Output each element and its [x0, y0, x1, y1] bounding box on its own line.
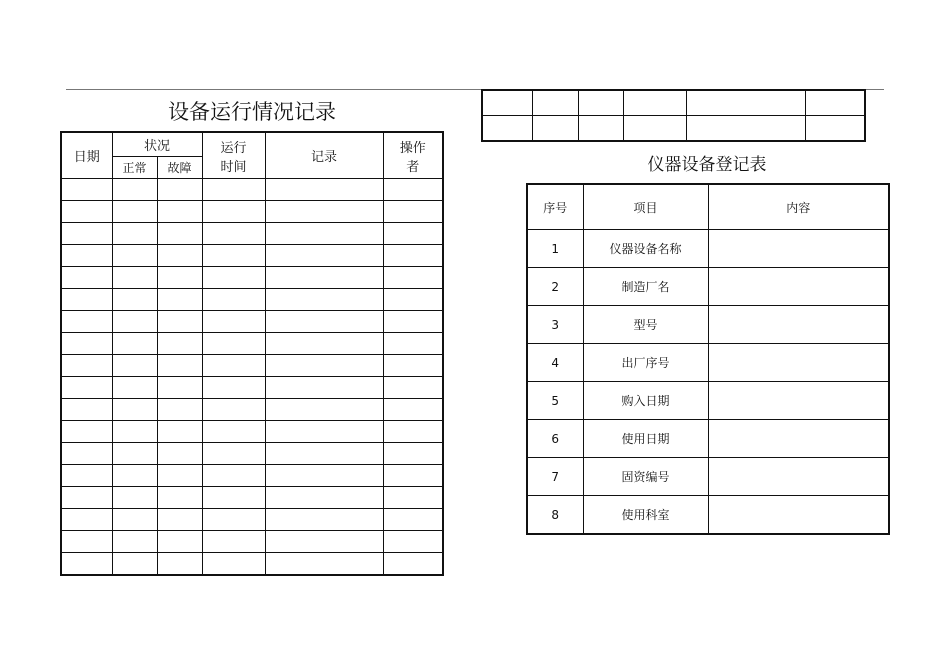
table-cell[interactable]: [265, 531, 383, 553]
row-item: 固资编号: [583, 458, 708, 496]
table-cell[interactable]: [383, 311, 443, 333]
table-row: [527, 344, 889, 382]
table-cell[interactable]: [157, 223, 202, 245]
table-cell[interactable]: [61, 443, 112, 465]
table-row: [482, 116, 865, 142]
table-cell[interactable]: [383, 245, 443, 267]
table-cell[interactable]: [202, 355, 265, 377]
table-cell[interactable]: [112, 399, 157, 421]
table-cell[interactable]: [112, 487, 157, 509]
table-cell[interactable]: [532, 90, 578, 116]
row-number: 3: [527, 306, 583, 344]
table-cell[interactable]: [157, 333, 202, 355]
table-cell[interactable]: [202, 465, 265, 487]
table-cell[interactable]: [383, 399, 443, 421]
table-cell[interactable]: [265, 421, 383, 443]
table-cell[interactable]: [157, 509, 202, 531]
table-cell[interactable]: [157, 465, 202, 487]
table-cell[interactable]: [61, 531, 112, 553]
table-cell[interactable]: [112, 223, 157, 245]
table-cell[interactable]: [265, 443, 383, 465]
row-content[interactable]: [708, 268, 889, 306]
header-operator-line2: 者: [406, 159, 420, 175]
table-cell[interactable]: [112, 377, 157, 399]
table-cell[interactable]: [61, 553, 112, 576]
table-cell[interactable]: [112, 333, 157, 355]
table-cell[interactable]: [202, 553, 265, 576]
table-row: [61, 245, 443, 267]
table-row: [527, 458, 889, 496]
table-cell[interactable]: [61, 201, 112, 223]
table-cell[interactable]: [112, 509, 157, 531]
table-cell[interactable]: [805, 90, 865, 116]
table-cell[interactable]: [202, 377, 265, 399]
table-cell[interactable]: [265, 223, 383, 245]
table-cell[interactable]: [383, 333, 443, 355]
row-number: 6: [527, 420, 583, 458]
table-cell[interactable]: [383, 223, 443, 245]
table-cell[interactable]: [112, 531, 157, 553]
table-cell[interactable]: [383, 289, 443, 311]
header-fault: 故障: [157, 157, 202, 179]
table-cell[interactable]: [578, 90, 623, 116]
table-cell[interactable]: [265, 289, 383, 311]
table-cell[interactable]: [383, 553, 443, 576]
table-row: [61, 509, 443, 531]
table-cell[interactable]: [383, 179, 443, 201]
row-content[interactable]: [708, 230, 889, 268]
row-number: 8: [527, 496, 583, 535]
table-row: [61, 179, 443, 201]
table-cell[interactable]: [61, 509, 112, 531]
table-cell[interactable]: [265, 245, 383, 267]
table-cell[interactable]: [61, 465, 112, 487]
table-cell[interactable]: [265, 267, 383, 289]
table-cell[interactable]: [265, 311, 383, 333]
table-row: [61, 443, 443, 465]
table-cell[interactable]: [623, 116, 686, 142]
table-cell[interactable]: [112, 201, 157, 223]
top-blank-grid: [481, 89, 866, 142]
row-content[interactable]: [708, 306, 889, 344]
table-cell[interactable]: [202, 201, 265, 223]
table-cell[interactable]: [61, 487, 112, 509]
table-cell[interactable]: [265, 201, 383, 223]
table-cell[interactable]: [157, 267, 202, 289]
row-item: 制造厂名: [583, 268, 708, 306]
registry-table: [526, 183, 890, 535]
header-item: 项目: [583, 184, 708, 230]
table-row: [61, 465, 443, 487]
table-cell[interactable]: [112, 267, 157, 289]
header-run-time-line1: 运行: [220, 140, 247, 156]
table-cell[interactable]: [202, 487, 265, 509]
table-cell[interactable]: [202, 421, 265, 443]
table-row: [61, 531, 443, 553]
header-operator: [383, 132, 443, 179]
table-cell[interactable]: [112, 245, 157, 267]
table-cell[interactable]: [482, 116, 532, 142]
running-record-table: [60, 131, 444, 576]
running-record-body: [61, 179, 443, 576]
table-cell[interactable]: [112, 553, 157, 576]
header-record: 记录: [265, 132, 383, 179]
table-cell[interactable]: [265, 553, 383, 576]
table-cell[interactable]: [383, 487, 443, 509]
table-row: [61, 421, 443, 443]
table-cell[interactable]: [112, 443, 157, 465]
table-cell[interactable]: [265, 333, 383, 355]
top-blank-grid-body: [482, 90, 865, 141]
table-row: [482, 90, 865, 116]
table-cell[interactable]: [112, 421, 157, 443]
table-row: [527, 306, 889, 344]
table-cell[interactable]: [578, 116, 623, 142]
row-item: 使用科室: [583, 496, 708, 535]
table-cell[interactable]: [202, 509, 265, 531]
header-no: 序号: [527, 184, 583, 230]
table-cell[interactable]: [61, 267, 112, 289]
table-cell[interactable]: [202, 311, 265, 333]
table-cell[interactable]: [265, 377, 383, 399]
row-item: 出厂序号: [583, 344, 708, 382]
table-row: [61, 267, 443, 289]
header-status: 状况: [112, 132, 202, 157]
table-cell[interactable]: [61, 223, 112, 245]
table-cell[interactable]: [265, 487, 383, 509]
table-cell[interactable]: [265, 465, 383, 487]
table-cell[interactable]: [265, 509, 383, 531]
table-row: [61, 355, 443, 377]
running-record-title: 设备运行情况记录: [168, 100, 336, 124]
table-cell[interactable]: [61, 355, 112, 377]
table-row: [61, 223, 443, 245]
table-row: [527, 496, 889, 535]
table-cell[interactable]: [157, 179, 202, 201]
table-cell[interactable]: [265, 355, 383, 377]
table-row: [527, 382, 889, 420]
table-cell[interactable]: [112, 289, 157, 311]
row-content[interactable]: [708, 496, 889, 535]
table-row: [61, 487, 443, 509]
row-item: 仪器设备名称: [583, 230, 708, 268]
table-cell[interactable]: [202, 333, 265, 355]
table-cell[interactable]: [157, 553, 202, 576]
header-normal: 正常: [112, 157, 157, 179]
row-item: 型号: [583, 306, 708, 344]
table-cell[interactable]: [482, 90, 532, 116]
table-cell[interactable]: [61, 421, 112, 443]
table-cell[interactable]: [61, 333, 112, 355]
table-cell[interactable]: [383, 443, 443, 465]
table-row: [527, 268, 889, 306]
table-cell[interactable]: [157, 487, 202, 509]
row-content[interactable]: [708, 382, 889, 420]
table-cell[interactable]: [383, 421, 443, 443]
table-row: [527, 230, 889, 268]
header-operator-line1: 操作: [399, 140, 426, 156]
table-cell[interactable]: [157, 531, 202, 553]
row-number: 7: [527, 458, 583, 496]
table-cell[interactable]: [61, 377, 112, 399]
table-cell[interactable]: [61, 289, 112, 311]
table-cell[interactable]: [202, 443, 265, 465]
row-content[interactable]: [708, 344, 889, 382]
table-row: [61, 553, 443, 576]
table-cell[interactable]: [61, 245, 112, 267]
table-cell[interactable]: [623, 90, 686, 116]
table-cell[interactable]: [383, 355, 443, 377]
table-cell[interactable]: [157, 311, 202, 333]
table-cell[interactable]: [805, 116, 865, 142]
header-content: 内容: [708, 184, 889, 230]
table-row: [527, 420, 889, 458]
table-row: [61, 201, 443, 223]
table-cell[interactable]: [202, 531, 265, 553]
table-cell[interactable]: [265, 399, 383, 421]
table-cell[interactable]: [157, 377, 202, 399]
row-number: 1: [527, 230, 583, 268]
table-cell[interactable]: [157, 443, 202, 465]
table-cell[interactable]: [61, 179, 112, 201]
row-content[interactable]: [708, 420, 889, 458]
row-number: 4: [527, 344, 583, 382]
table-cell[interactable]: [383, 267, 443, 289]
table-cell[interactable]: [157, 355, 202, 377]
table-cell[interactable]: [157, 245, 202, 267]
table-cell[interactable]: [202, 289, 265, 311]
row-item: 使用日期: [583, 420, 708, 458]
row-item: 购入日期: [583, 382, 708, 420]
table-cell[interactable]: [157, 289, 202, 311]
table-cell[interactable]: [202, 223, 265, 245]
header-run-time: [202, 132, 265, 179]
table-cell[interactable]: [383, 531, 443, 553]
table-cell[interactable]: [112, 465, 157, 487]
table-cell[interactable]: [202, 399, 265, 421]
table-cell[interactable]: [686, 90, 805, 116]
table-cell[interactable]: [383, 201, 443, 223]
table-cell[interactable]: [157, 421, 202, 443]
table-cell[interactable]: [157, 399, 202, 421]
table-cell[interactable]: [112, 355, 157, 377]
table-cell[interactable]: [202, 179, 265, 201]
table-cell[interactable]: [112, 179, 157, 201]
table-row: [61, 289, 443, 311]
table-row: [61, 333, 443, 355]
table-cell[interactable]: [686, 116, 805, 142]
table-cell[interactable]: [61, 311, 112, 333]
table-cell[interactable]: [202, 245, 265, 267]
table-cell[interactable]: [265, 179, 383, 201]
header-run-time-line2: 时间: [220, 159, 247, 175]
row-content[interactable]: [708, 458, 889, 496]
registry-title: 仪器设备登记表: [647, 155, 767, 175]
table-cell[interactable]: [383, 465, 443, 487]
table-row: [61, 311, 443, 333]
table-cell[interactable]: [532, 116, 578, 142]
table-cell[interactable]: [383, 377, 443, 399]
row-number: 2: [527, 268, 583, 306]
table-cell[interactable]: [112, 311, 157, 333]
table-row: [61, 377, 443, 399]
table-cell[interactable]: [157, 201, 202, 223]
table-cell[interactable]: [383, 509, 443, 531]
registry-body: [527, 230, 889, 535]
table-cell[interactable]: [61, 399, 112, 421]
table-row: [61, 399, 443, 421]
row-number: 5: [527, 382, 583, 420]
table-cell[interactable]: [202, 267, 265, 289]
header-date: 日期: [61, 132, 112, 179]
